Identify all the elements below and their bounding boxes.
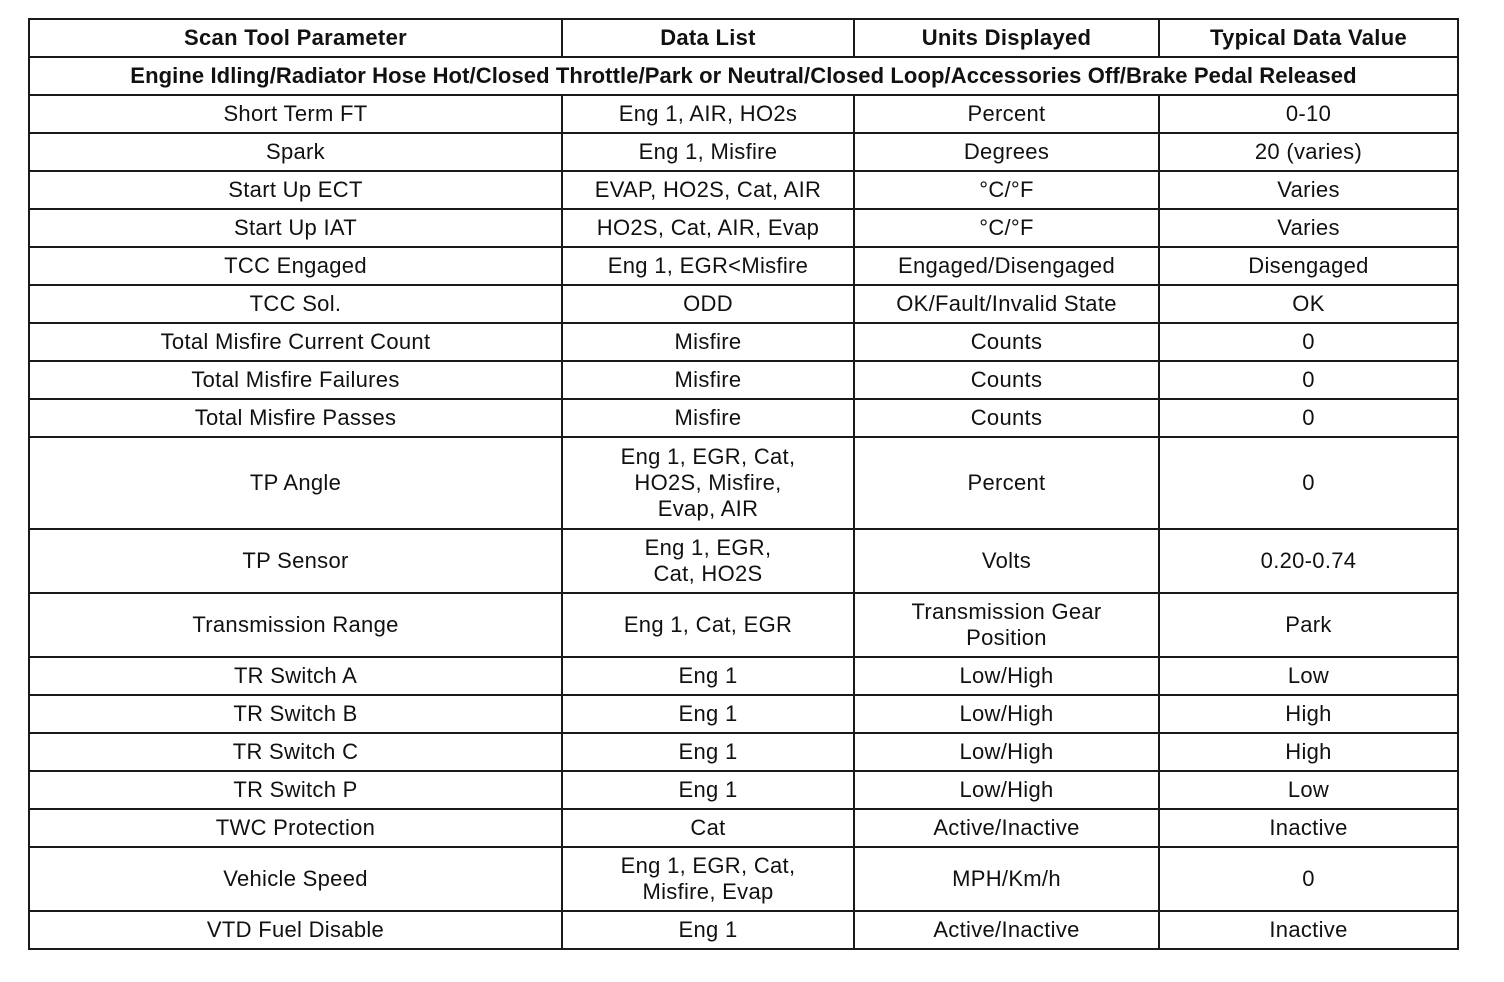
- table-row: [29, 529, 1458, 593]
- parameter-cell: VTD Fuel Disable: [29, 911, 562, 949]
- parameter-cell: Spark: [29, 133, 562, 171]
- typical-value-cell: 0: [1159, 399, 1458, 437]
- parameter-cell: TR Switch A: [29, 657, 562, 695]
- units-cell: Active/Inactive: [854, 911, 1159, 949]
- typical-value-cell: OK: [1159, 285, 1458, 323]
- data-list-cell: Eng 1: [562, 695, 854, 733]
- table-row: [29, 285, 1458, 323]
- typical-value-cell: Park: [1159, 593, 1458, 657]
- table-row: [29, 593, 1458, 657]
- data-list-cell: Eng 1: [562, 771, 854, 809]
- data-list-cell: Cat: [562, 809, 854, 847]
- data-list-cell: Eng 1, AIR, HO2s: [562, 95, 854, 133]
- table-row: [29, 133, 1458, 171]
- typical-value-cell: 0: [1159, 323, 1458, 361]
- parameter-cell: Total Misfire Passes: [29, 399, 562, 437]
- data-list-cell: Eng 1: [562, 911, 854, 949]
- typical-value-cell: High: [1159, 695, 1458, 733]
- parameter-cell: TCC Sol.: [29, 285, 562, 323]
- header-row: [29, 19, 1458, 57]
- units-cell: Low/High: [854, 771, 1159, 809]
- header-typical-data-value: Typical Data Value: [1159, 19, 1458, 57]
- units-cell: OK/Fault/Invalid State: [854, 285, 1159, 323]
- data-list-cell: Eng 1, Misfire: [562, 133, 854, 171]
- table-row: [29, 733, 1458, 771]
- parameter-cell: TR Switch P: [29, 771, 562, 809]
- table-row: [29, 247, 1458, 285]
- typical-value-cell: 0.20-0.74: [1159, 529, 1458, 593]
- parameter-cell: TP Sensor: [29, 529, 562, 593]
- parameter-cell: Short Term FT: [29, 95, 562, 133]
- typical-value-cell: Varies: [1159, 209, 1458, 247]
- data-list-cell: Eng 1, EGR<Misfire: [562, 247, 854, 285]
- units-cell: MPH/Km/h: [854, 847, 1159, 911]
- typical-value-cell: 0: [1159, 361, 1458, 399]
- typical-value-cell: Varies: [1159, 171, 1458, 209]
- units-cell: °C/°F: [854, 209, 1159, 247]
- parameter-cell: TWC Protection: [29, 809, 562, 847]
- table-row: [29, 399, 1458, 437]
- parameter-cell: Transmission Range: [29, 593, 562, 657]
- typical-value-cell: Low: [1159, 771, 1458, 809]
- units-cell: Percent: [854, 95, 1159, 133]
- data-list-cell: Eng 1, EGR, Cat, Misfire, Evap: [562, 847, 854, 911]
- data-list-cell: Eng 1, EGR, Cat, HO2S, Misfire, Evap, AIR: [562, 437, 854, 529]
- typical-value-cell: 0: [1159, 437, 1458, 529]
- parameter-cell: Vehicle Speed: [29, 847, 562, 911]
- typical-value-cell: Inactive: [1159, 911, 1458, 949]
- test-condition: Engine Idling/Radiator Hose Hot/Closed Throttle/Park or Neutral/Closed Loop/Accessories Off/Brake Pedal Released: [29, 57, 1458, 95]
- header-units-displayed: Units Displayed: [854, 19, 1159, 57]
- units-cell: Low/High: [854, 657, 1159, 695]
- table-row: [29, 95, 1458, 133]
- scan-tool-data-sheet: [28, 18, 1459, 950]
- table-row: [29, 171, 1458, 209]
- header-data-list: Data List: [562, 19, 854, 57]
- table-row: [29, 361, 1458, 399]
- units-cell: Percent: [854, 437, 1159, 529]
- units-cell: Active/Inactive: [854, 809, 1159, 847]
- parameter-cell: Start Up ECT: [29, 171, 562, 209]
- table-row: [29, 323, 1458, 361]
- typical-value-cell: Disengaged: [1159, 247, 1458, 285]
- units-cell: Low/High: [854, 733, 1159, 771]
- table-row: [29, 847, 1458, 911]
- units-cell: Counts: [854, 361, 1159, 399]
- scan-tool-data-table: [28, 18, 1459, 950]
- parameter-cell: Total Misfire Failures: [29, 361, 562, 399]
- table-row: [29, 771, 1458, 809]
- units-cell: Volts: [854, 529, 1159, 593]
- table-row: [29, 911, 1458, 949]
- parameter-cell: TR Switch C: [29, 733, 562, 771]
- data-list-cell: Misfire: [562, 361, 854, 399]
- typical-value-cell: Inactive: [1159, 809, 1458, 847]
- data-list-cell: ODD: [562, 285, 854, 323]
- parameter-cell: Total Misfire Current Count: [29, 323, 562, 361]
- data-list-cell: Eng 1: [562, 657, 854, 695]
- typical-value-cell: Low: [1159, 657, 1458, 695]
- units-cell: Engaged/Disengaged: [854, 247, 1159, 285]
- parameter-cell: TR Switch B: [29, 695, 562, 733]
- parameter-cell: Start Up IAT: [29, 209, 562, 247]
- typical-value-cell: 20 (varies): [1159, 133, 1458, 171]
- typical-value-cell: 0-10: [1159, 95, 1458, 133]
- header-scan-tool-parameter: Scan Tool Parameter: [29, 19, 562, 57]
- units-cell: Counts: [854, 399, 1159, 437]
- units-cell: Counts: [854, 323, 1159, 361]
- units-cell: °C/°F: [854, 171, 1159, 209]
- data-list-cell: Misfire: [562, 399, 854, 437]
- table-row: [29, 209, 1458, 247]
- data-list-cell: Eng 1, EGR, Cat, HO2S: [562, 529, 854, 593]
- data-list-cell: Eng 1, Cat, EGR: [562, 593, 854, 657]
- table-row: [29, 809, 1458, 847]
- typical-value-cell: High: [1159, 733, 1458, 771]
- table-row: [29, 437, 1458, 529]
- units-cell: Low/High: [854, 695, 1159, 733]
- parameter-cell: TP Angle: [29, 437, 562, 529]
- data-list-cell: Eng 1: [562, 733, 854, 771]
- parameter-cell: TCC Engaged: [29, 247, 562, 285]
- table-row: [29, 657, 1458, 695]
- units-cell: Transmission Gear Position: [854, 593, 1159, 657]
- data-list-cell: Misfire: [562, 323, 854, 361]
- typical-value-cell: 0: [1159, 847, 1458, 911]
- data-list-cell: HO2S, Cat, AIR, Evap: [562, 209, 854, 247]
- data-list-cell: EVAP, HO2S, Cat, AIR: [562, 171, 854, 209]
- units-cell: Degrees: [854, 133, 1159, 171]
- table-row: [29, 695, 1458, 733]
- test-condition-row: [29, 57, 1458, 95]
